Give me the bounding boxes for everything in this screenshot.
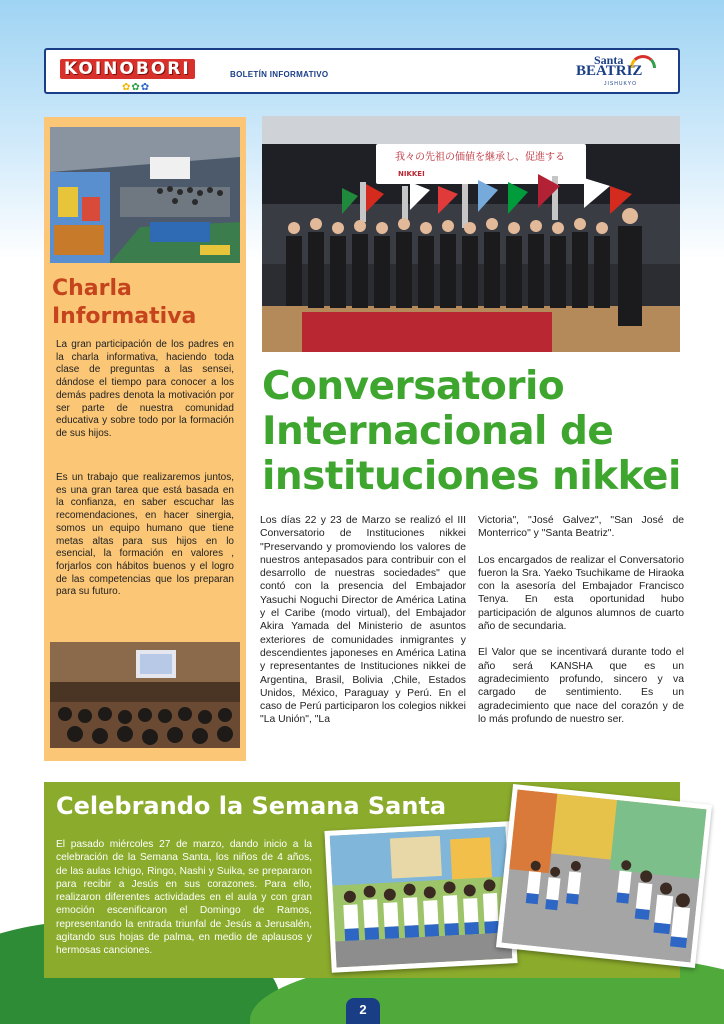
article-paragraph: Victoria", "José Galvez", "San José de Monterrico" y "Santa Beatriz". <box>478 515 684 540</box>
semana-santa-title: Celebrando la Semana Santa <box>56 792 447 820</box>
semana-santa-text: El pasado miércoles 27 de marzo, dando inicio a la celebración de la Semana Santa, los niños de 4 años, de las aulas Ichigo, Ringo, Nashi y Suika, se prepararon para recibir a Jesús en sus corazones. Para ello, realizaron diferentes actividades en el aula y con gran emoción escenificaron el Domingo de Ramos, representando la entrada triunfal de Jesús a Jerusalén, agitando sus hojas de palma, en medio de aplausos y hermosas canciones. <box>56 839 312 957</box>
banner-text: 我々の先祖の価値を継承し、促進する <box>395 152 565 163</box>
page-number: 2 <box>346 998 380 1024</box>
article-title: Conversatorio Internacional de instituciones nikkei <box>262 364 681 499</box>
procession-photo <box>496 784 712 968</box>
charla-informativa-panel <box>44 117 246 761</box>
charla-paragraph: La gran participación de los padres en la charla informativa, haciendo toda clase de preguntas a las sensei, dándose el tiempo para conocer a los demás padres denota la motivación por ser parte de nuestra comunidad educativa y sobre todo por la formación de sus hijos. <box>56 339 234 439</box>
charla-paragraph: Es un trabajo que realizaremos juntos, es una gran tarea que está basada en la confianza, en saber escuchar las recomendaciones, en hacer sinergia, somos un equipo humano que tiene metas altas para sus hijos en lo esencial, la formación en valores , forjarlos con hábitos buenos y el logro de las competencias que los preparan para su futuro. <box>56 472 234 598</box>
article-column-1 <box>260 514 466 727</box>
banner-tag: NIKKEI <box>398 170 425 178</box>
koinobori-logo: KOINOBORI <box>60 59 195 79</box>
semana-santa-panel <box>44 782 680 978</box>
article-column-2 <box>478 514 684 726</box>
newsletter-subtitle: BOLETÍN INFORMATIVO <box>230 70 329 79</box>
nikkei-group-photo <box>262 116 680 352</box>
article-paragraph: Los días 22 y 23 de Marzo se realizó el III Conversatorio de Instituciones nikkei "Preservando y promoviendo los valores de nuestros antepasados para contribuir con el desarrollo de nuestras sociedades" que contó con la presencia del Embajador Yasuchi Noguchi Director de América Latina y el Caribe (modo virtual), del Embajador Akira Yamada del Ministerio de asuntos exteriores de comunidades inmigrantes y descendientes japoneses en América Latina y representantes de Instituciones nikkei de Argentina, Brasil, Bolivia ,Chile, Estados Unidos, México, Paraguay y Perú. En el caso de Perú participaron los colegios nikkei "La Unión", "La <box>260 515 466 726</box>
classroom-photo <box>50 127 240 263</box>
article-paragraph: El Valor que se incentivará durante todo el año será KANSHA que es un agradecimiento profundo, sincero y va cargado de sentimiento. Es un agradecimiento que nace del corazón y de lo más profundo de nuestro ser. <box>478 647 684 725</box>
flowers-icon: ✿✿✿ <box>122 82 151 93</box>
newsletter-header <box>44 48 680 94</box>
auditorium-photo <box>50 642 240 748</box>
santa-beatriz-logo: Santa BEATRIZ JISHUKYO <box>574 53 664 91</box>
children-photo <box>324 821 517 973</box>
article-paragraph: Los encargados de realizar el Conversatorio fueron la Sra. Yaeko Tsuchikame de Hiraoka con la asesoría del Embajador Francisco Tenya. En esta oportunidad hubo participación de algunos alumnos de cuarto año de secundaria. <box>478 554 684 633</box>
charla-title: Charla Informativa <box>52 276 197 329</box>
